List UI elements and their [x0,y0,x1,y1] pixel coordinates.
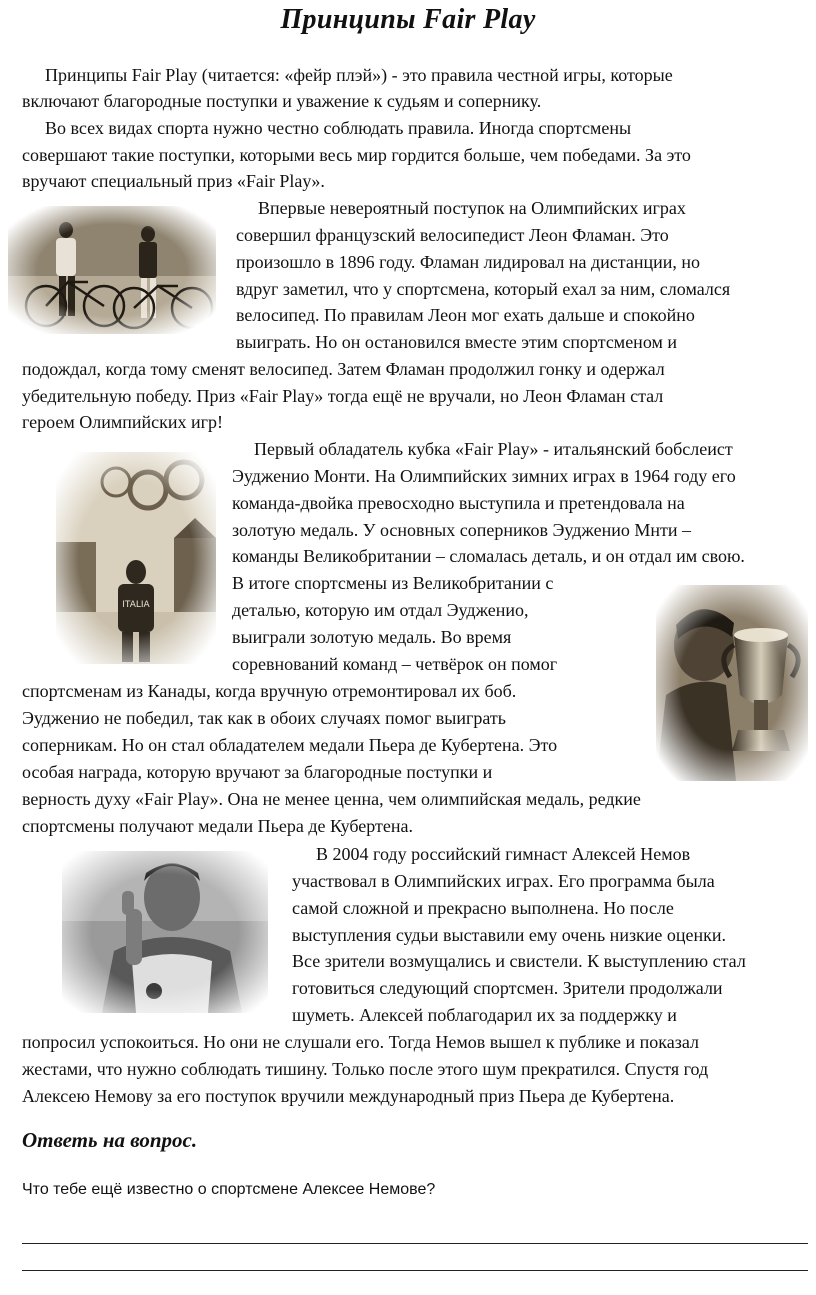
paragraph-4-line: команды Великобритании – сломалась деталь, и он отдал им свою. [232,546,745,566]
paragraph-3-line: героем Олимпийских игр! [22,412,224,432]
paragraph-5-line: выступления судьи выставили ему очень низкие оценки. [292,925,727,945]
paragraph-5-line: Алексею Немову за его поступок вручили международный приз Пьера де Кубертена. [22,1086,675,1106]
paragraph-1-line: включают благородные поступки и уважение к судьям и сопернику. [22,91,542,111]
answer-line[interactable] [22,1243,808,1244]
page-title: Принципы Fair Play [280,4,536,35]
paragraph-4-line: Эудженио не победил, так как в обоих случаях помог выиграть [22,708,506,728]
paragraph-5-line: попросил успокоиться. Но они не слушали его. Тогда Немов вышел к публике и показал [22,1032,699,1052]
paragraph-4-line: спортсменам из Канады, когда вручную отремонтировал их боб. [22,681,517,701]
paragraph-2-line: вручают специальный приз «Fair Play». [22,171,325,191]
paragraph-3-line: совершил французский велосипедист Леон Фламан. Это [236,225,669,245]
paragraph-4-line: выиграли золотую медаль. Во время [232,627,512,647]
paragraph-5-line: шуметь. Алексей поблагодарил их за поддержку и [292,1005,677,1025]
cyclists-photo [8,206,216,334]
paragraph-5-line: жестами, что нужно соблюдать тишину. Только после этого шум прекратился. Спустя год [22,1059,709,1079]
paragraph-4-line: В итоге спортсмены из Великобритании с [232,573,554,593]
paragraph-5-line: готовиться следующий спортсмен. Зрители продолжали [292,978,723,998]
paragraph-4-line: Эудженио Монти. На Олимпийских зимних играх в 1964 году его [232,466,736,486]
paragraph-3-line: Впервые невероятный поступок на Олимпийских играх [258,198,686,218]
paragraph-2-line: совершают такие поступки, которыми весь мир гордится больше, чем победами. За это [22,145,691,165]
question-text: Что тебе ещё известно о спортсмене Алексее Немове? [22,1181,436,1198]
gymnast-photo [62,851,268,1013]
trophy-photo [656,585,808,781]
paragraph-4-line: деталью, которую им отдал Эудженио, [232,600,529,620]
paragraph-4-line: особая награда, которую вручают за благородные поступки и [22,762,493,782]
paragraph-2-line: Во всех видах спорта нужно честно соблюдать правила. Иногда спортсмены [45,118,632,138]
paragraph-5-line: участвовал в Олимпийских играх. Его программа была [292,871,715,891]
paragraph-4-line: команда-двойка превосходно выступила и претендовала на [232,493,685,513]
paragraph-3-line: вдруг заметил, что у спортсмена, который ехал за ним, сломался [236,279,731,299]
paragraph-4-line: соперникам. Но он стал обладателем медали Пьера де Кубертена. Это [22,735,558,755]
paragraph-4-line: спортсмены получают медали Пьера де Кубертена. [22,816,414,836]
paragraph-5-line: самой сложной и прекрасно выполнена. Но после [292,898,674,918]
paragraph-3-line: убедительную победу. Приз «Fair Play» тогда ещё не вручали, но Леон Фламан стал [22,386,664,406]
paragraph-4-line: соревнований команд – четвёрок он помог [232,654,558,674]
answer-line[interactable] [22,1270,808,1271]
paragraph-4-line: золотую медаль. У основных соперников Эудженио Мнти – [232,520,691,540]
paragraph-1-line: Принципы Fair Play (читается: «фейр плэй») - это правила честной игры, которые [45,65,673,85]
paragraph-5-line: В 2004 году российский гимнаст Алексей Немов [316,844,691,864]
task-heading: Ответь на вопрос. [22,1128,198,1152]
paragraph-3-line: выиграть. Но он остановился вместе этим спортсменом и [236,332,677,352]
paragraph-3-line: велосипед. По правилам Леон мог ехать дальше и спокойно [236,305,695,325]
paragraph-3-line: произошло в 1896 году. Фламан лидировал на дистанции, но [236,252,701,272]
paragraph-4-line: верность духу «Fair Play». Она не менее ценна, чем олимпийская медаль, редкие [22,789,641,809]
paragraph-4-line: Первый обладатель кубка «Fair Play» - итальянский бобслеист [254,439,733,459]
paragraph-3-line: подождал, когда тому сменят велосипед. Затем Фламан продолжил гонку и одержал [22,359,665,379]
paragraph-5-line: Все зрители возмущались и свистели. К выступлению стал [292,951,746,971]
bobsledder-photo [56,452,216,664]
